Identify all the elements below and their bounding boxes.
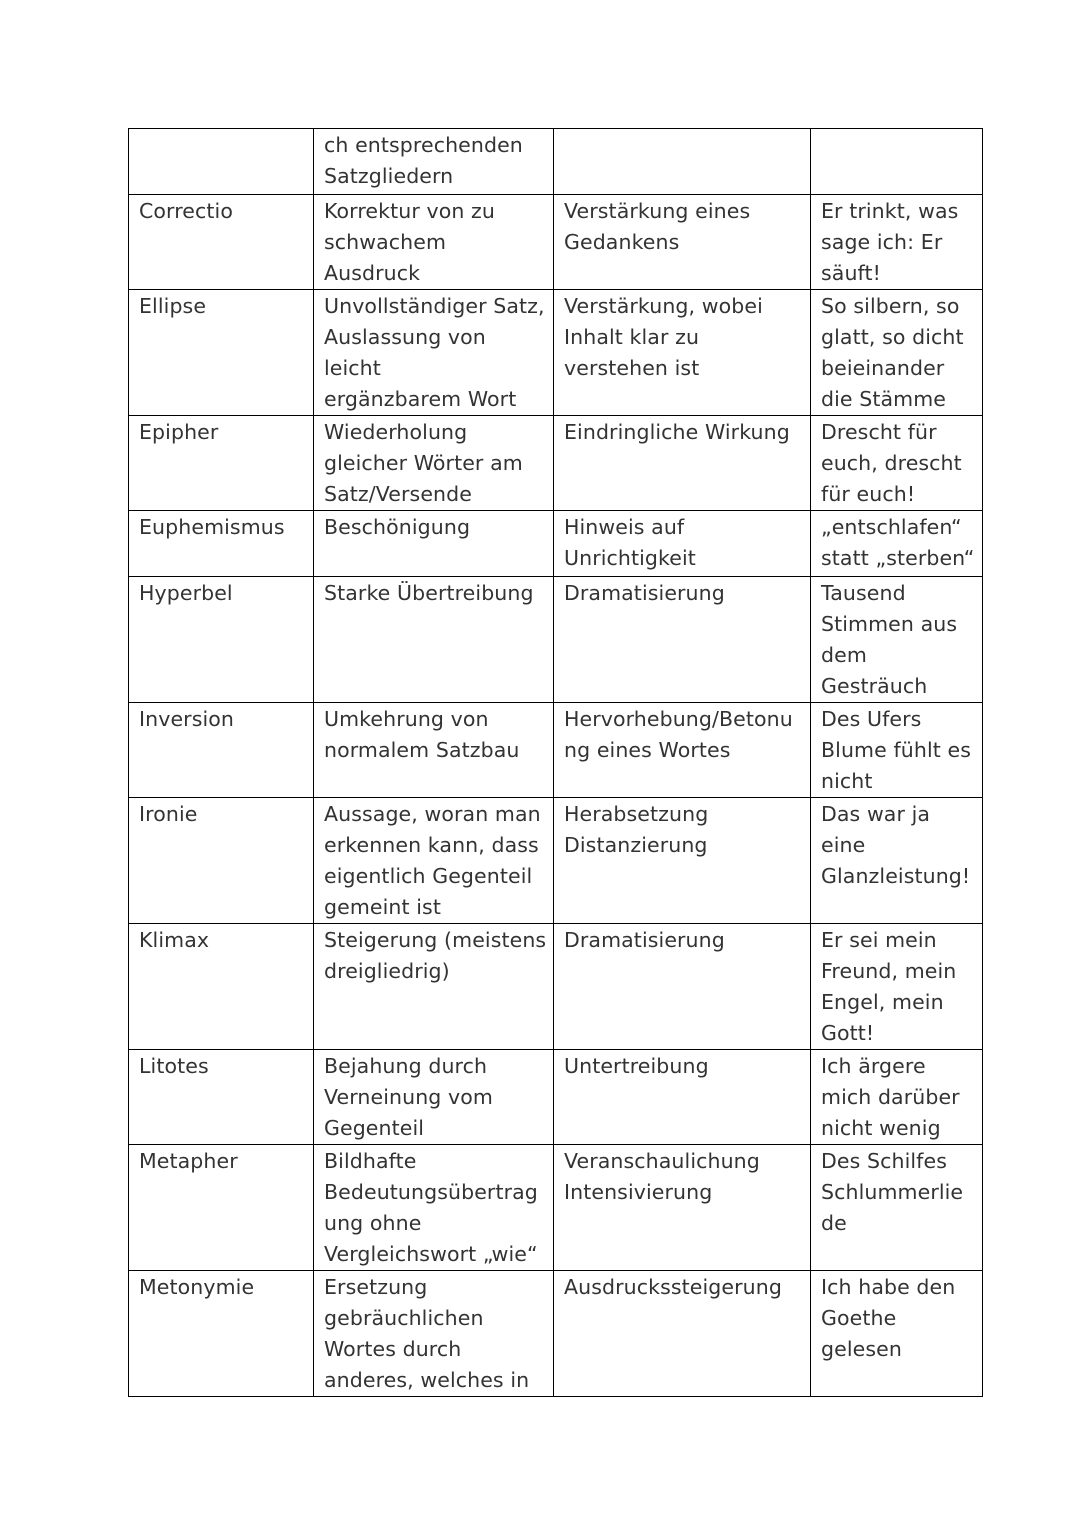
term-text: Hyperbel: [139, 581, 233, 605]
example-text: Er trinkt, was sage ich: Er säuft!: [821, 199, 959, 285]
example-text: Des Schilfes Schlummerlie de: [821, 1149, 964, 1235]
example-cell: [811, 129, 983, 195]
term-cell: [129, 703, 314, 798]
example-text: Drescht für euch, drescht für euch!: [821, 420, 962, 506]
definition-cell: [314, 924, 554, 1050]
effect-text: Dramatisierung: [564, 928, 725, 952]
example-cell: [811, 577, 983, 703]
term-text: Correctio: [139, 199, 233, 223]
effect-cell: [554, 129, 811, 195]
definition-text: Unvollständiger Satz, Auslassung von leicht ergänzbarem Wort: [324, 294, 545, 411]
effect-text: Herabsetzung Distanzierung: [564, 802, 709, 857]
example-cell: [811, 195, 983, 290]
effect-text: Verstärkung, wobei Inhalt klar zu verstehen ist: [564, 294, 763, 380]
term-cell: [129, 798, 314, 924]
term-text: Ironie: [139, 802, 198, 826]
effect-cell: [554, 290, 811, 416]
table-row: [129, 511, 983, 577]
term-cell: [129, 511, 314, 577]
effect-cell: [554, 577, 811, 703]
example-cell: [811, 416, 983, 511]
definition-text: Aussage, woran man erkennen kann, dass eigentlich Gegenteil gemeint ist: [324, 802, 541, 919]
table-row: [129, 1050, 983, 1145]
table-row: [129, 1145, 983, 1271]
example-text: Er sei mein Freund, mein Engel, mein Gott!: [821, 928, 957, 1045]
definition-cell: [314, 1271, 554, 1397]
example-cell: [811, 1050, 983, 1145]
term-text: Epipher: [139, 420, 219, 444]
definition-text: Korrektur von zu schwachem Ausdruck: [324, 199, 496, 285]
definition-text: Umkehrung von normalem Satzbau: [324, 707, 520, 762]
example-cell: [811, 1271, 983, 1397]
term-text: Metonymie: [139, 1275, 255, 1299]
definition-text: Bejahung durch Verneinung vom Gegenteil: [324, 1054, 493, 1140]
effect-cell: [554, 703, 811, 798]
definition-cell: [314, 416, 554, 511]
definition-text: Starke Übertreibung: [324, 581, 534, 605]
term-cell: [129, 1145, 314, 1271]
definition-cell: [314, 511, 554, 577]
effect-text: Untertreibung: [564, 1054, 709, 1078]
example-text: Des Ufers Blume fühlt es nicht: [821, 707, 971, 793]
effect-cell: [554, 416, 811, 511]
term-text: Litotes: [139, 1054, 209, 1078]
effect-cell: [554, 511, 811, 577]
term-cell: [129, 1271, 314, 1397]
term-cell: [129, 290, 314, 416]
term-text: Klimax: [139, 928, 210, 952]
table-row: [129, 290, 983, 416]
definition-cell: [314, 703, 554, 798]
definition-text: Bildhafte Bedeutungsübertrag ung ohne Vergleichswort „wie“: [324, 1149, 538, 1266]
term-cell: [129, 577, 314, 703]
effect-text: Ausdruckssteigerung: [564, 1275, 782, 1299]
definition-cell: [314, 1145, 554, 1271]
table-row: [129, 1271, 983, 1397]
effect-text: Verstärkung eines Gedankens: [564, 199, 751, 254]
rhetorical-devices-table: [128, 128, 983, 1397]
definition-cell: [314, 195, 554, 290]
example-text: Ich ärgere mich darüber nicht wenig: [821, 1054, 960, 1140]
definition-cell: [314, 129, 554, 195]
term-cell: [129, 1050, 314, 1145]
definition-text: Steigerung (meistens dreigliedrig): [324, 928, 547, 983]
effect-text: Eindringliche Wirkung: [564, 420, 790, 444]
effect-text: Hervorhebung/Betonu ng eines Wortes: [564, 707, 793, 762]
effect-cell: [554, 924, 811, 1050]
effect-cell: [554, 1050, 811, 1145]
table-row: [129, 703, 983, 798]
table-row: [129, 924, 983, 1050]
example-text: „entschlafen“ statt „sterben“: [821, 515, 975, 570]
table-row: [129, 195, 983, 290]
example-cell: [811, 290, 983, 416]
table-row: [129, 416, 983, 511]
term-text: Inversion: [139, 707, 235, 731]
definition-cell: [314, 1050, 554, 1145]
example-cell: [811, 798, 983, 924]
example-cell: [811, 703, 983, 798]
term-text: Ellipse: [139, 294, 207, 318]
definition-text: Beschönigung: [324, 515, 471, 539]
term-text: Metapher: [139, 1149, 238, 1173]
definition-text: Wiederholung gleicher Wörter am Satz/Versende: [324, 420, 523, 506]
table-row: [129, 129, 983, 195]
effect-cell: [554, 1145, 811, 1271]
effect-text: Hinweis auf Unrichtigkeit: [564, 515, 696, 570]
definition-text: Ersetzung gebräuchlichen Wortes durch anderes, welches in: [324, 1275, 530, 1392]
example-text: So silbern, so glatt, so dicht beieinander die Stämme: [821, 294, 964, 411]
example-cell: [811, 924, 983, 1050]
definition-cell: [314, 798, 554, 924]
term-cell: [129, 195, 314, 290]
example-cell: [811, 1145, 983, 1271]
example-text: Das war ja eine Glanzleistung!: [821, 802, 971, 888]
effect-text: Veranschaulichung Intensivierung: [564, 1149, 760, 1204]
effect-cell: [554, 798, 811, 924]
definition-text: ch entsprechenden Satzgliedern: [324, 133, 523, 188]
example-cell: [811, 511, 983, 577]
effect-text: Dramatisierung: [564, 581, 725, 605]
example-text: Tausend Stimmen aus dem Gesträuch: [821, 581, 958, 698]
table-row: [129, 577, 983, 703]
term-cell: [129, 129, 314, 195]
term-text: Euphemismus: [139, 515, 285, 539]
definition-cell: [314, 290, 554, 416]
effect-cell: [554, 1271, 811, 1397]
table-row: [129, 798, 983, 924]
example-text: Ich habe den Goethe gelesen: [821, 1275, 956, 1361]
effect-cell: [554, 195, 811, 290]
definition-cell: [314, 577, 554, 703]
term-cell: [129, 416, 314, 511]
term-cell: [129, 924, 314, 1050]
